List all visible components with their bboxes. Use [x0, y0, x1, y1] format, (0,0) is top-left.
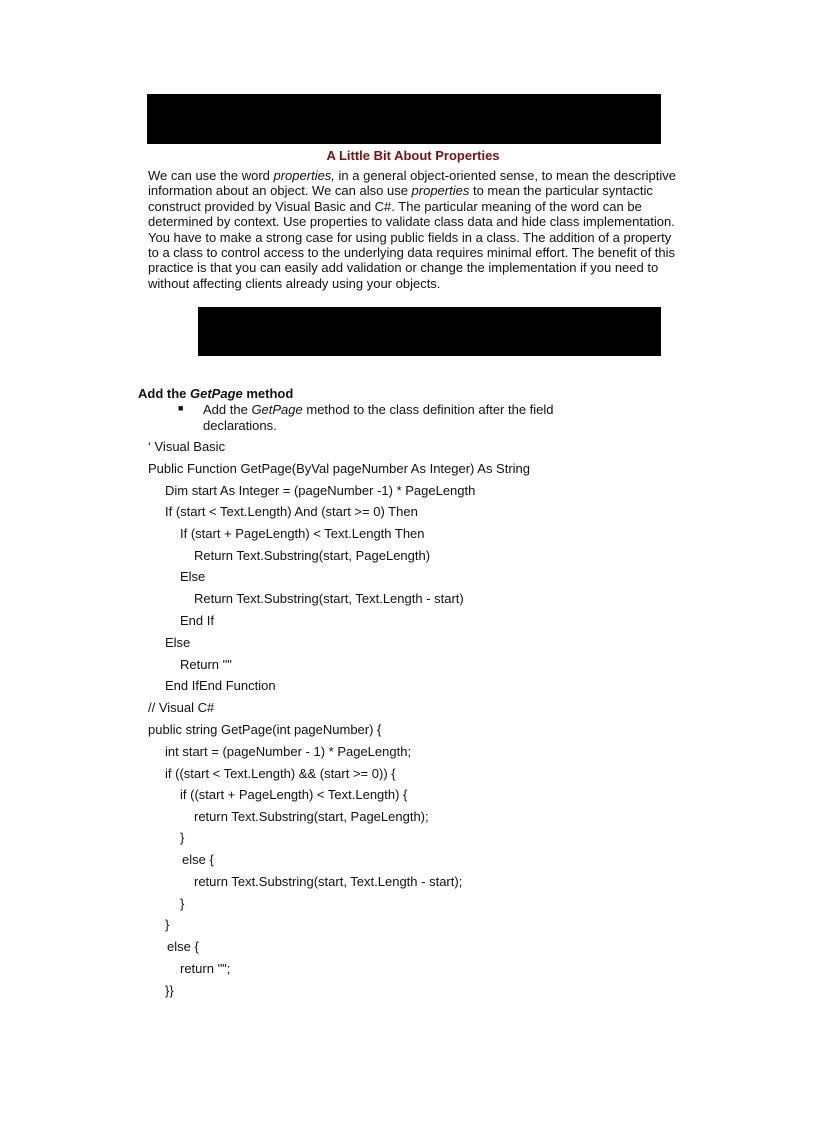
bullet-square-icon: ■ [178, 403, 184, 413]
redacted-header-bar [147, 94, 661, 144]
code-line: return Text.Substring(start, Text.Length - start); [194, 874, 463, 889]
bullet-method-name: GetPage [251, 402, 303, 417]
bullet-suffix: method to the class definition after the field declarations. [203, 402, 554, 433]
code-line: return Text.Substring(start, PageLength); [194, 809, 429, 824]
code-line: If (start + PageLength) < Text.Length Then [180, 526, 425, 541]
para-text-2: in a general object-oriented sense, to mean the descriptive information about an object. We can also use [148, 168, 677, 199]
code-line: If (start < Text.Length) And (start >= 0) Then [165, 504, 418, 519]
code-line: Return Text.Substring(start, PageLength) [194, 548, 431, 563]
bullet-prefix: Add the [203, 402, 252, 417]
code-line: if ((start < Text.Length) && (start >= 0)) { [165, 766, 396, 781]
code-line: else { [182, 852, 214, 867]
code-line: End If [180, 613, 214, 628]
heading-prefix: Add the [138, 386, 190, 401]
heading-method-name: GetPage [190, 386, 243, 401]
para-text-1: We can use the word [148, 168, 274, 183]
code-line: } [180, 830, 185, 845]
code-line: // Visual C# [148, 700, 215, 715]
code-line: public string GetPage(int pageNumber) { [148, 722, 382, 737]
code-line: }} [165, 983, 174, 998]
para-text-3: to mean the particular syntactic construct provided by Visual Basic and C#. The particular meaning of the word can be determined by context. Use properties to validate class data and hide class implementation. You have to make a strong case for using public fields in a class. The addition of a property to a class to control access to the underlying data requires minimal effort. The benefit of this practice is that you can easily add validation or change the implementation if you need to without affecting clients already using your objects. [148, 183, 676, 291]
code-line: else { [167, 939, 199, 954]
sidebar-title: A Little Bit About Properties [326, 148, 500, 163]
code-line: } [165, 917, 170, 932]
redacted-footer-bar [198, 307, 661, 356]
code-line: Else [180, 569, 206, 584]
code-line: } [180, 896, 185, 911]
instruction-bullet [178, 402, 578, 433]
code-line: Else [165, 635, 191, 650]
code-line: if ((start + PageLength) < Text.Length) { [180, 787, 408, 802]
code-line: ‘ Visual Basic [148, 439, 226, 454]
code-line: Public Function GetPage(ByVal pageNumber As Integer) As String [148, 461, 531, 476]
code-line: Dim start As Integer = (pageNumber -1) * PageLength [165, 483, 476, 498]
sidebar-paragraph [148, 168, 680, 291]
code-line: int start = (pageNumber - 1) * PageLength; [165, 744, 412, 759]
section-heading [138, 386, 293, 401]
code-line: Return Text.Substring(start, Text.Length - start) [194, 591, 464, 606]
para-emphasis-2: properties [411, 183, 470, 199]
code-line: End IfEnd Function [165, 678, 276, 693]
code-line: return ""; [180, 961, 231, 976]
code-line: Return "" [180, 657, 232, 672]
para-emphasis-1: properties, [273, 168, 335, 183]
bullet-text [203, 402, 578, 433]
heading-suffix: method [242, 386, 294, 401]
